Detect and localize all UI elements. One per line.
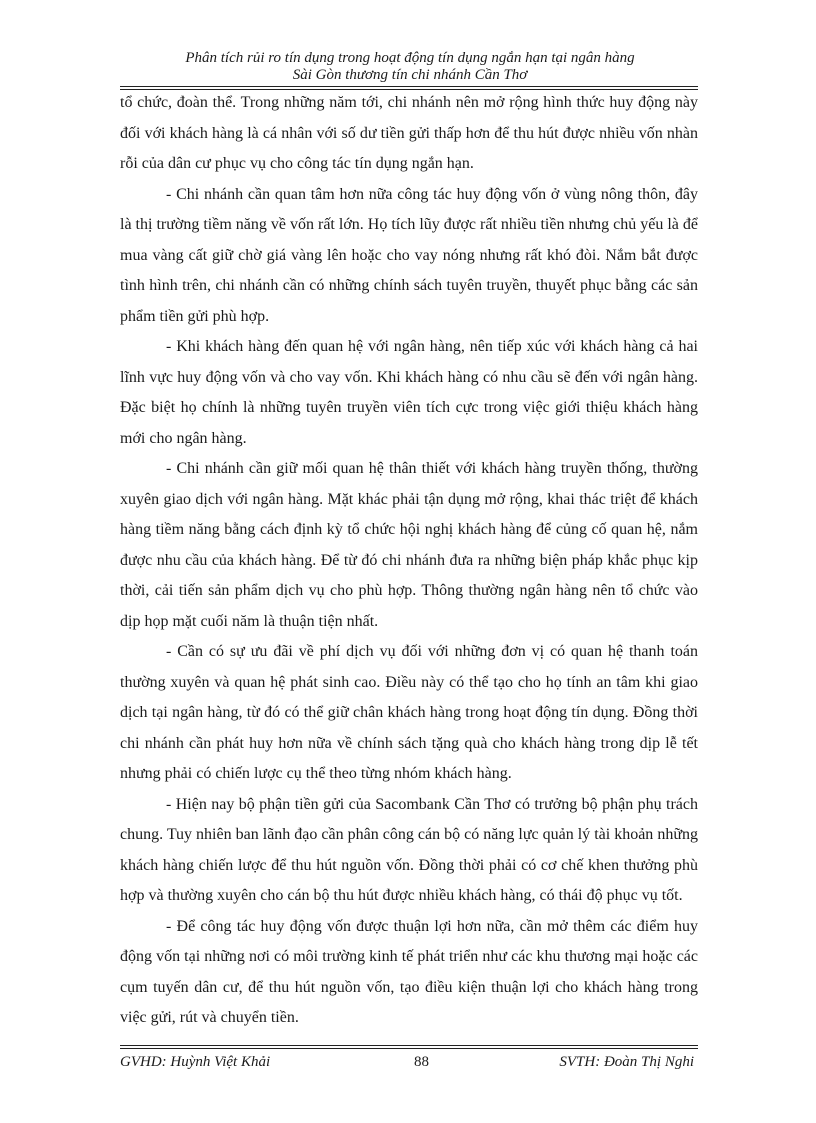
footer-student: SVTH: Đoàn Thị Nghi — [559, 1054, 694, 1070]
footer-advisor: GVHD: Huỳnh Việt Khải — [120, 1054, 271, 1070]
paragraph-traditional-customers: - Chi nhánh cần giữ mối quan hệ thân thiết với khách hàng truyền thống, thường xuyên giao dịch với ngân hàng. Mặt khác phải tận dụng mở rộng, khai thác triệt để khách hàng tiềm năng bằng cách định kỳ tổ chức hội nghị khách hàng để củng cố quan hệ, nắm được nhu cầu của khách hàng. Để từ đó chi nhánh đưa ra những biện pháp khắc phục kịp thời, cải tiến sản phẩm dịch vụ cho phù hợp. Thông thường ngân hàng nên tổ chức vào dịp họp mặt cuối năm là thuận tiện nhất. — [120, 460, 698, 630]
page-footer — [120, 1054, 698, 1074]
page-header — [120, 50, 700, 84]
header-title-line2: Sài Gòn thương tín chi nhánh Cần Thơ — [292, 67, 528, 83]
header-divider — [120, 86, 698, 87]
document-body — [120, 88, 698, 1034]
header-title-line1: Phân tích rủi ro tín dụng trong hoạt động tín dụng ngắn hạn tại ngân hàng — [185, 50, 635, 66]
paragraph-new-branches: - Để công tác huy động vốn được thuận lợi hơn nữa, cần mở thêm các điểm huy động vốn tại những nơi có môi trường kinh tế phát triển như các khu thương mại hoặc các cụm tuyến dân cư, để thu hút nguồn vốn, tạo điều kiện thuận lợi cho khách hàng trong việc gửi, rút và chuyển tiền. — [120, 917, 698, 1026]
page-number: 88 — [414, 1054, 429, 1070]
footer-divider — [120, 1045, 698, 1046]
paragraph-continuation: tổ chức, đoàn thể. Trong những năm tới, chi nhánh nên mở rộng hình thức huy động này đối với khách hàng là cá nhân với số dư tiền gửi thấp hơn để thu hút được nhiều vốn nhàn rỗi của dân cư phục vụ cho công tác tín dụng ngắn hạn. — [120, 94, 698, 172]
paragraph-customer-contact: - Khi khách hàng đến quan hệ với ngân hàng, nên tiếp xúc với khách hàng cả hai lĩnh vực huy động vốn và cho vay vốn. Khi khách hàng có nhu cầu sẽ đến với ngân hàng. Đặc biệt họ chính là những tuyên truyền viên tích cực trong việc giới thiệu khách hàng mới cho ngân hàng. — [120, 338, 698, 447]
footer-divider-inner — [120, 1048, 698, 1049]
paragraph-fee-incentives: - Cần có sự ưu đãi về phí dịch vụ đối với những đơn vị có quan hệ thanh toán thường xuyên và quan hệ phát sinh cao. Điều này có thể tạo cho họ tính an tâm khi giao dịch tại ngân hàng, từ đó có thể giữ chân khách hàng trong hoạt động tín dụng. Đồng thời chi nhánh cần phát huy hơn nữa về chính sách tặng quà cho khách hàng trong dịp lễ tết nhưng phải có chiến lược cụ thể theo từng nhóm khách hàng. — [120, 643, 698, 782]
paragraph-rural-mobilization: - Chi nhánh cần quan tâm hơn nữa công tác huy động vốn ở vùng nông thôn, đây là thị trường tiềm năng về vốn rất lớn. Họ tích lũy được rất nhiều tiền nhưng chủ yếu là để mua vàng cất giữ chờ giá vàng lên hoặc cho vay nóng nhưng rất khó đòi. Nắm bắt được tình hình trên, chi nhánh cần có những chính sách tuyên truyền, thuyết phục bằng các sản phẩm tiền gửi phù hợp. — [120, 185, 698, 325]
paragraph-deposit-department: - Hiện nay bộ phận tiền gửi của Sacombank Cần Thơ có trưởng bộ phận phụ trách chung. Tuy nhiên ban lãnh đạo cần phân công cán bộ có năng lực quản lý tài khoản những khách hàng chiến lược để thu hút nguồn vốn. Đồng thời phải có cơ chế khen thưởng phù hợp và thường xuyên cho cán bộ thu hút được nhiều khách hàng, có thái độ phục vụ tốt. — [120, 795, 698, 904]
